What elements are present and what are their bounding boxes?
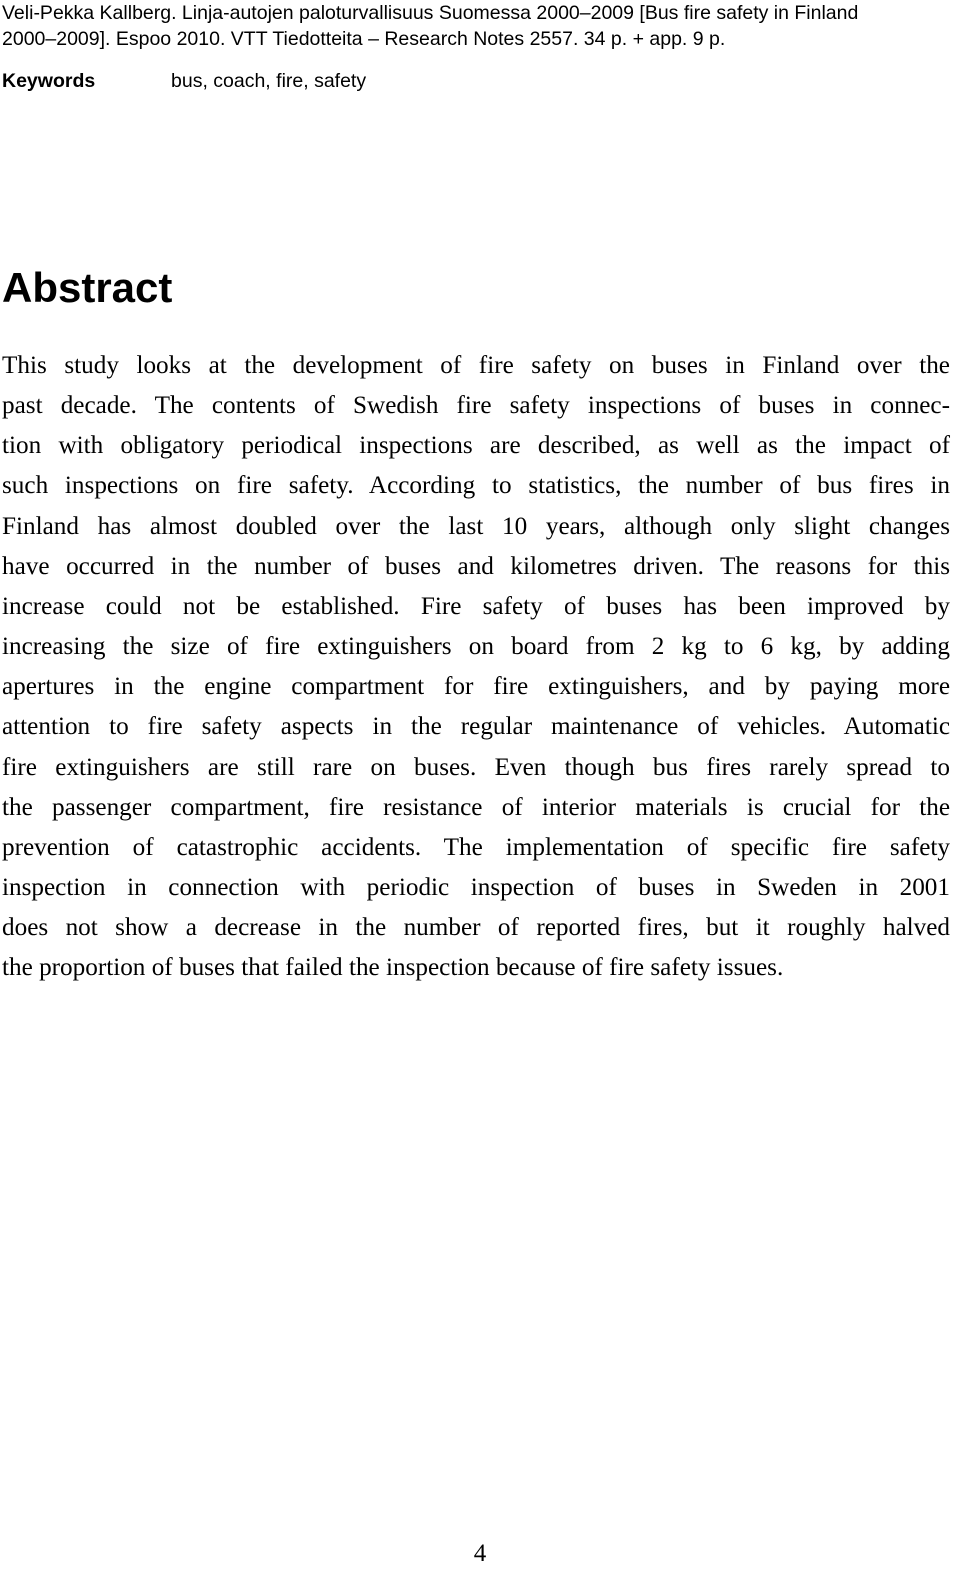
abstract-line: have occurred in the number of buses and kilometres driven. The reasons for this: [2, 552, 950, 580]
abstract-line: increasing the size of fire extinguishers on board from 2 kg to 6 kg, by adding: [2, 633, 950, 661]
citation-line: Veli-Pekka Kallberg. Linja-autojen paloturvallisuus Suomessa 2000–2009 [Bus fire safety in Finland: [2, 2, 859, 24]
abstract-line: such inspections on fire safety. According to statistics, the number of bus fires in: [2, 472, 950, 500]
bibliographic-citation: [2, 0, 950, 52]
abstract-line: attention to fire safety aspects in the regular maintenance of vehicles. Automatic: [2, 713, 950, 741]
abstract-heading: Abstract: [2, 264, 173, 311]
abstract-body: [2, 346, 950, 989]
abstract-line: the passenger compartment, fire resistance of interior materials is crucial for the: [2, 793, 950, 821]
abstract-line: tion with obligatory periodical inspections are described, as well as the impact of: [2, 432, 950, 460]
abstract-line: the proportion of buses that failed the inspection because of fire safety issues.: [2, 954, 784, 982]
abstract-line: Finland has almost doubled over the last 10 years, although only slight changes: [2, 512, 950, 540]
abstract-line: past decade. The contents of Swedish fire safety inspections of buses in connec-: [2, 392, 950, 420]
page-number: 4: [473, 1540, 487, 1567]
keywords-row: [2, 68, 366, 94]
abstract-line: fire extinguishers are still rare on buses. Even though bus fires rarely spread to: [2, 753, 950, 781]
abstract-line: does not show a decrease in the number of reported fires, but it roughly halved: [2, 914, 950, 942]
abstract-line: inspection in connection with periodic inspection of buses in Sweden in 2001: [2, 874, 950, 902]
citation-line: 2000–2009]. Espoo 2010. VTT Tiedotteita – Research Notes 2557. 34 p. + app. 9 p.: [2, 28, 726, 50]
abstract-line: This study looks at the development of fire safety on buses in Finland over the: [2, 352, 950, 379]
abstract-line: apertures in the engine compartment for fire extinguishers, and by paying more: [2, 673, 950, 701]
keywords-label: Keywords: [2, 70, 96, 92]
keywords-value: bus, coach, fire, safety: [171, 70, 367, 92]
abstract-line: prevention of catastrophic accidents. The implementation of specific fire safety: [2, 833, 950, 861]
abstract-line: increase could not be established. Fire safety of buses has been improved by: [2, 592, 950, 620]
